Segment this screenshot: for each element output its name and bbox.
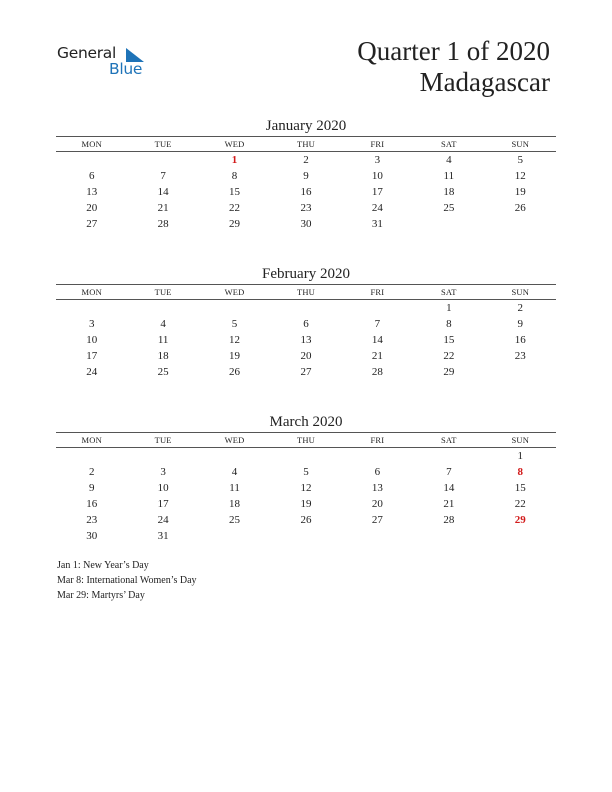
holiday-day-cell: 1 (231, 154, 238, 166)
day-cell: 9 (88, 482, 95, 494)
day-cell: 22 (514, 498, 526, 510)
day-cell: 20 (86, 202, 98, 214)
day-cell: 11 (157, 334, 169, 346)
day-cell: 18 (443, 186, 455, 198)
month-march (56, 412, 556, 544)
day-cell: 30 (86, 530, 98, 542)
holiday-day-cell: 29 (514, 514, 526, 526)
day-cell: 28 (157, 218, 169, 230)
day-cell: 15 (229, 186, 241, 198)
day-cell: 12 (300, 482, 312, 494)
holiday-day-cell: 8 (517, 466, 523, 478)
weekday-header: TUE (154, 435, 172, 445)
logo (57, 44, 157, 84)
weekday-header: FRI (370, 287, 385, 297)
day-cell: 17 (86, 350, 98, 362)
day-cell: 23 (86, 514, 98, 526)
day-cell: 14 (443, 482, 455, 494)
day-cell: 29 (229, 218, 241, 230)
weekday-header: MON (81, 139, 102, 149)
week-row (56, 216, 556, 232)
day-cell: 2 (303, 154, 309, 166)
day-cell: 23 (514, 350, 526, 362)
holiday-note: Jan 1: New Year’s Day (57, 560, 149, 571)
day-cell: 19 (300, 498, 312, 510)
weekday-header: MON (81, 435, 102, 445)
day-cell: 9 (517, 318, 523, 330)
day-cell: 13 (371, 482, 383, 494)
month-february (56, 264, 556, 380)
day-cell: 18 (229, 498, 241, 510)
day-cell: 5 (231, 318, 238, 330)
weekday-header-row (56, 136, 556, 152)
weekday-header-row (56, 432, 556, 448)
day-cell: 27 (300, 366, 312, 378)
weekday-header: WED (224, 139, 245, 149)
week-row (56, 480, 556, 496)
weekday-header: SUN (511, 435, 530, 445)
week-row (56, 448, 556, 464)
weekday-header: MON (81, 287, 102, 297)
weekday-header: THU (296, 435, 316, 445)
month-january (56, 116, 556, 232)
weekday-header: TUE (154, 139, 172, 149)
day-cell: 19 (514, 186, 526, 198)
day-cell: 22 (443, 350, 455, 362)
weekday-header: SUN (511, 287, 530, 297)
weekday-header: FRI (370, 139, 385, 149)
day-cell: 26 (300, 514, 312, 526)
day-cell: 21 (443, 498, 455, 510)
day-cell: 21 (371, 350, 383, 362)
day-cell: 16 (300, 186, 312, 198)
week-row (56, 512, 556, 528)
day-cell: 16 (514, 334, 526, 346)
weekday-header: SAT (440, 139, 457, 149)
day-cell: 15 (514, 482, 526, 494)
week-row (56, 316, 556, 332)
day-cell: 18 (157, 350, 169, 362)
day-cell: 14 (157, 186, 169, 198)
weekday-header: WED (224, 435, 245, 445)
day-cell: 3 (88, 318, 95, 330)
day-cell: 27 (86, 218, 98, 230)
day-cell: 24 (371, 202, 383, 214)
day-cell: 28 (443, 514, 455, 526)
day-cell: 31 (157, 530, 169, 542)
week-row (56, 364, 556, 380)
month-name: January 2020 (265, 118, 347, 134)
holiday-note: Mar 8: International Women’s Day (57, 575, 197, 586)
day-cell: 6 (303, 318, 309, 330)
logo-general-text: General (57, 44, 116, 62)
day-cell: 10 (371, 170, 383, 182)
day-cell: 13 (300, 334, 312, 346)
day-cell: 8 (231, 170, 238, 182)
day-cell: 26 (514, 202, 526, 214)
day-cell: 4 (160, 318, 166, 330)
logo-blue-text: Blue (109, 60, 143, 78)
day-cell: 23 (300, 202, 312, 214)
day-cell: 19 (229, 350, 241, 362)
week-row (56, 496, 556, 512)
weekday-header: THU (296, 287, 316, 297)
day-cell: 11 (229, 482, 240, 494)
day-cell: 31 (371, 218, 383, 230)
week-row (56, 464, 556, 480)
week-row (56, 184, 556, 200)
day-cell: 25 (157, 366, 169, 378)
month-name: March 2020 (269, 414, 343, 430)
day-cell: 1 (446, 302, 452, 314)
day-cell: 12 (229, 334, 241, 346)
title-country: Madagascar (419, 67, 550, 97)
day-cell: 20 (371, 498, 383, 510)
day-cell: 10 (86, 334, 98, 346)
day-cell: 27 (371, 514, 383, 526)
week-row (56, 528, 556, 544)
week-row (56, 168, 556, 184)
title-quarter: Quarter 1 of 2020 (357, 36, 550, 66)
weekday-header: WED (224, 287, 245, 297)
week-row (56, 200, 556, 216)
week-row (56, 152, 556, 168)
weekday-header-row (56, 284, 556, 300)
day-cell: 22 (229, 202, 241, 214)
day-cell: 17 (371, 186, 383, 198)
day-cell: 24 (157, 514, 169, 526)
day-cell: 30 (300, 218, 312, 230)
day-cell: 11 (443, 170, 455, 182)
day-cell: 5 (517, 154, 523, 166)
weekday-header: TUE (154, 287, 172, 297)
day-cell: 10 (157, 482, 169, 494)
day-cell: 3 (160, 466, 166, 478)
holiday-note: Mar 29: Martyrs’ Day (57, 590, 145, 601)
day-cell: 3 (374, 154, 381, 166)
day-cell: 16 (86, 498, 98, 510)
day-cell: 6 (374, 466, 381, 478)
day-cell: 29 (443, 366, 455, 378)
day-cell: 5 (303, 466, 309, 478)
day-cell: 9 (303, 170, 309, 182)
day-cell: 14 (371, 334, 383, 346)
holiday-notes (57, 558, 197, 603)
day-cell: 6 (88, 170, 95, 182)
day-cell: 7 (160, 170, 166, 182)
day-cell: 8 (446, 318, 452, 330)
day-cell: 12 (514, 170, 526, 182)
day-cell: 13 (86, 186, 98, 198)
day-cell: 17 (157, 498, 169, 510)
day-cell: 26 (229, 366, 241, 378)
day-cell: 28 (371, 366, 383, 378)
weekday-header: SUN (511, 139, 530, 149)
day-cell: 25 (229, 514, 241, 526)
day-cell: 25 (443, 202, 455, 214)
day-cell: 7 (446, 466, 452, 478)
weekday-header: FRI (370, 435, 385, 445)
day-cell: 2 (88, 466, 95, 478)
week-row (56, 300, 556, 316)
day-cell: 1 (517, 450, 523, 462)
day-cell: 20 (300, 350, 312, 362)
day-cell: 4 (231, 466, 238, 478)
weekday-header: SAT (440, 287, 457, 297)
day-cell: 4 (446, 154, 452, 166)
weekday-header: THU (296, 139, 316, 149)
day-cell: 7 (374, 318, 381, 330)
week-row (56, 348, 556, 364)
day-cell: 21 (157, 202, 169, 214)
month-name: February 2020 (262, 266, 350, 282)
week-row (56, 332, 556, 348)
day-cell: 2 (517, 302, 523, 314)
day-cell: 15 (443, 334, 455, 346)
day-cell: 24 (86, 366, 98, 378)
weekday-header: SAT (440, 435, 457, 445)
page-title (357, 36, 550, 98)
